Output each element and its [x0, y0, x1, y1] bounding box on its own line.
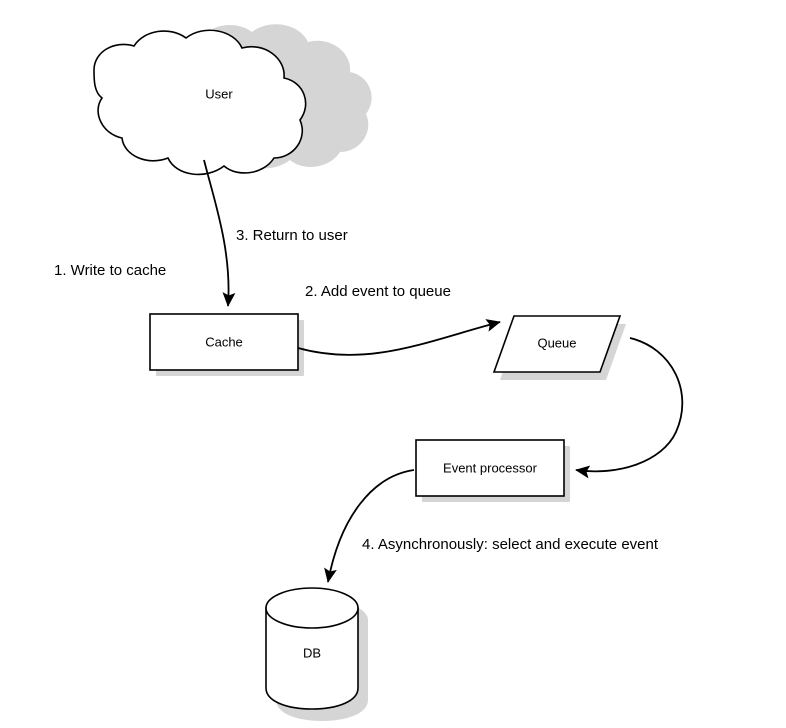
node-event-processor-label: Event processor	[443, 460, 537, 476]
edge-user-to-cache	[204, 160, 229, 306]
edge-label-return-to-user: 3. Return to user	[236, 226, 348, 244]
node-queue-label: Queue	[537, 335, 577, 351]
node-cache-label: Cache	[205, 334, 243, 350]
node-queue[interactable]	[494, 316, 626, 380]
node-cache[interactable]	[150, 314, 304, 376]
node-db-label: DB	[302, 645, 322, 661]
db-top	[266, 588, 358, 628]
edge-label-write-to-cache: 1. Write to cache	[54, 261, 167, 279]
edge-cache-to-queue	[298, 322, 500, 355]
node-user[interactable]	[94, 24, 372, 174]
node-db[interactable]	[266, 588, 368, 721]
node-event-processor[interactable]	[416, 440, 570, 502]
edge-event-processor-to-db	[328, 470, 414, 582]
node-user-label: User	[205, 86, 233, 102]
edge-label-add-event-to-queue: 2. Add event to queue	[305, 282, 451, 300]
edge-label-async-select-execute: 4. Asynchronously: select and execute event	[362, 535, 659, 553]
